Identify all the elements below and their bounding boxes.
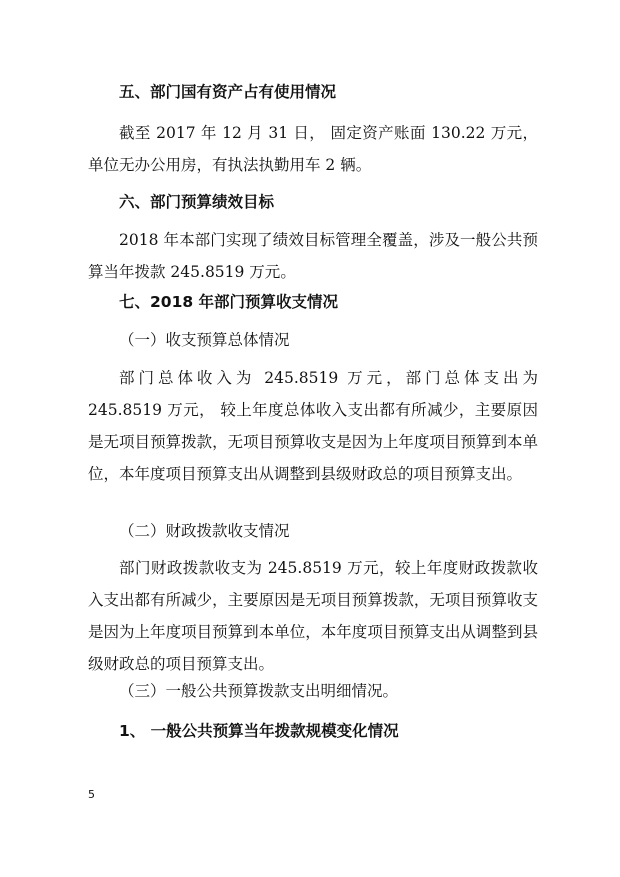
section-6-text: 2018 年本部门实现了绩效目标管理全覆盖，涉及一般公共预算当年拨款 245.8519 万元。 [88,231,538,281]
section-7-1-title: （一）收支预算总体情况 [119,331,290,349]
section-5-title: 五、部门国有资产占有使用情况 [119,83,337,101]
section-7-2-text: 部门财政拨款收支为 245.8519 万元，较上年度财政拨款收入支出都有所减少，主要原因是无项目预算拨款，无项目预算收支是因为上年度项目预算到本单位，本年度项目预算支出从调整到县级财政总的项目预算支出。 [88,559,538,673]
section-7-2-title: （二）财政拨款收支情况 [119,522,290,540]
section-7-title: 七、2018 年部门预算收支情况 [119,293,339,311]
section-5-text: 截至 2017 年 12 月 31 日， 固定资产账面 130.22 万元， 单位无办公用房，有执法执勤用车 2 辆。 [88,124,538,174]
section-7-3-title: （三）一般公共预算拨款支出明细情况。 [119,682,399,700]
section-7-1-text: 部门总体收入为 245.8519 万元，部门总体支出为 245.8519 万元， 较上年度总体收入支出都有所减少，主要原因是无项目预算拨款，无项目预算收支是因为上年度项目预算到本单位，本年度项目预算支出从调整到县级财政总的项目预算支出。 [88,369,538,483]
section-6-title: 六、部门预算绩效目标 [119,193,275,211]
section-7-3-1-title: 1、 一般公共预算当年拨款规模变化情况 [119,722,399,740]
page-number: 5 [88,788,95,801]
